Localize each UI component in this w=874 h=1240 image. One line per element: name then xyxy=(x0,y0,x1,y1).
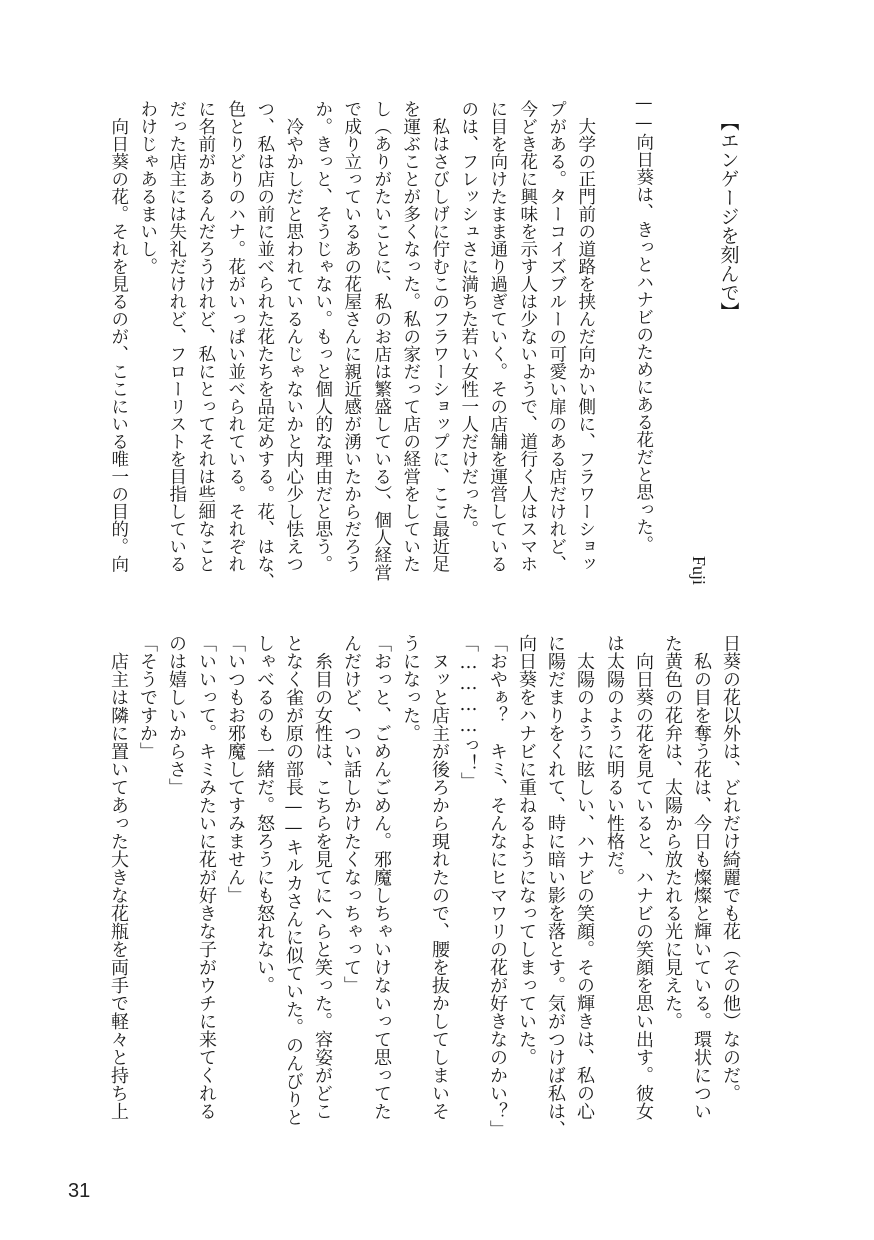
text-line: 色とりどりのハナ。花がいっぱい並べられている。それぞれ xyxy=(225,100,246,573)
text-line: 「いいって。キミみたいに花が好きな子がウチに来てくれる xyxy=(196,634,217,1120)
text-line: た黄色の花弁は、太陽から放たれる光に見えた。 xyxy=(662,634,683,1030)
text-line: プがある。ターコイズブルーの可愛い扉のある店だけれど、 xyxy=(546,100,567,573)
text-line: 大学の正門前の道路を挟んだ向かい側に、フラワーショッ xyxy=(575,100,596,573)
text-line: し（ありがたいことに、私のお店は繁盛している）、個人経営 xyxy=(371,100,392,582)
text-line: ヌッと店主が後ろから現れたので、腰を抜かしてしまいそ xyxy=(429,634,450,1120)
text-line: で成り立っているあの花屋さんに親近感が湧いたからだろう xyxy=(341,100,362,573)
text-line: 今どき花に興味を示す人は少ないようで、道行く人はスマホ xyxy=(517,100,538,573)
text-line: 向日葵をハナビに重ねるようになってしまっていた。 xyxy=(516,634,537,1066)
text-line: となく雀が原の部長——キルカさんに似ていた。のんびりと xyxy=(283,634,304,1126)
text-line: うになった。 xyxy=(400,634,421,742)
author-name: Fuji xyxy=(689,556,709,586)
epigraph: ——向日葵は、きっとハナビのためにある花だと思った。 xyxy=(633,93,654,553)
text-line: を運ぶことが多くなった。私の家だって店の経営をしていた xyxy=(400,100,421,573)
text-line: のは嬉しいからさ」 xyxy=(166,634,187,796)
text-line: んだけど、つい話しかけたくなっちゃって」 xyxy=(341,634,362,994)
text-line: のは、フレッシュさに満ちた若い女性一人だけだった。 xyxy=(458,100,479,538)
text-line: しゃべるのも一緒だ。怒ろうにも怒れない。 xyxy=(254,634,275,994)
text-line: 「…………っ！」 xyxy=(458,634,479,790)
text-line: 糸目の女性は、こちらを見てにへらと笑った。容姿がどこ xyxy=(312,634,333,1120)
text-line: 「そうですか」 xyxy=(137,634,158,760)
text-line: 向日葵の花を見ていると、ハナビの笑顔を思い出す。彼女 xyxy=(633,634,654,1120)
text-line: 「おっと、ごめんごめん。邪魔しちゃいけないって思ってた xyxy=(371,634,392,1120)
text-line: 「おやぁ？ キミ、そんなにヒマワリの花が好きなのかい？」 xyxy=(487,634,508,1138)
text-line: 日葵の花以外は、どれだけ綺麗でも花（その他）なのだ。 xyxy=(720,634,741,1102)
text-line: に目を向けたまま通り過ぎていく。その店舗を運営している xyxy=(487,100,508,573)
text-line: か。きっと、そうじゃない。もっと個人的な理由だと思う。 xyxy=(312,100,333,573)
text-line: つ、私は店の前に並べられた花たちを品定めする。花、はな、 xyxy=(254,100,275,590)
text-line: に名前があるんだろうけれど、私にとってそれは些細なこと xyxy=(195,100,216,573)
text-line: に陽だまりをくれて、時に暗い影を落とす。気がつけば私は、 xyxy=(545,634,566,1138)
text-line: 冷やかしだと思われているんじゃないかと内心少し怯えつ xyxy=(283,100,304,573)
page-number: 31 xyxy=(68,1180,91,1202)
text-line: 店主は隣に置いてあった大きな花瓶を両手で軽々と持ち上 xyxy=(108,634,129,1120)
text-line: 向日葵の花。それを見るのが、ここにいる唯一の目的。向 xyxy=(108,100,129,573)
text-line: 私の目を奪う花は、今日も燦燦と輝いている。環状につい xyxy=(691,634,712,1120)
text-line: わけじゃあるまいし。 xyxy=(137,100,158,275)
text-line: は太陽のように明るい性格だ。 xyxy=(604,634,625,886)
text-line: 太陽のように眩しい、ハナビの笑顔。その輝きは、私の心 xyxy=(574,634,595,1120)
story-title: 【エンゲージを刻んで】 xyxy=(717,112,740,321)
text-line: だった店主には失礼だけれど、フローリストを目指している xyxy=(166,100,187,573)
text-line: 「いつもお邪魔してすみません」 xyxy=(225,634,246,904)
text-line: 私はさびしげに佇むこのフラワーショップに、ここ最近足 xyxy=(429,100,450,573)
